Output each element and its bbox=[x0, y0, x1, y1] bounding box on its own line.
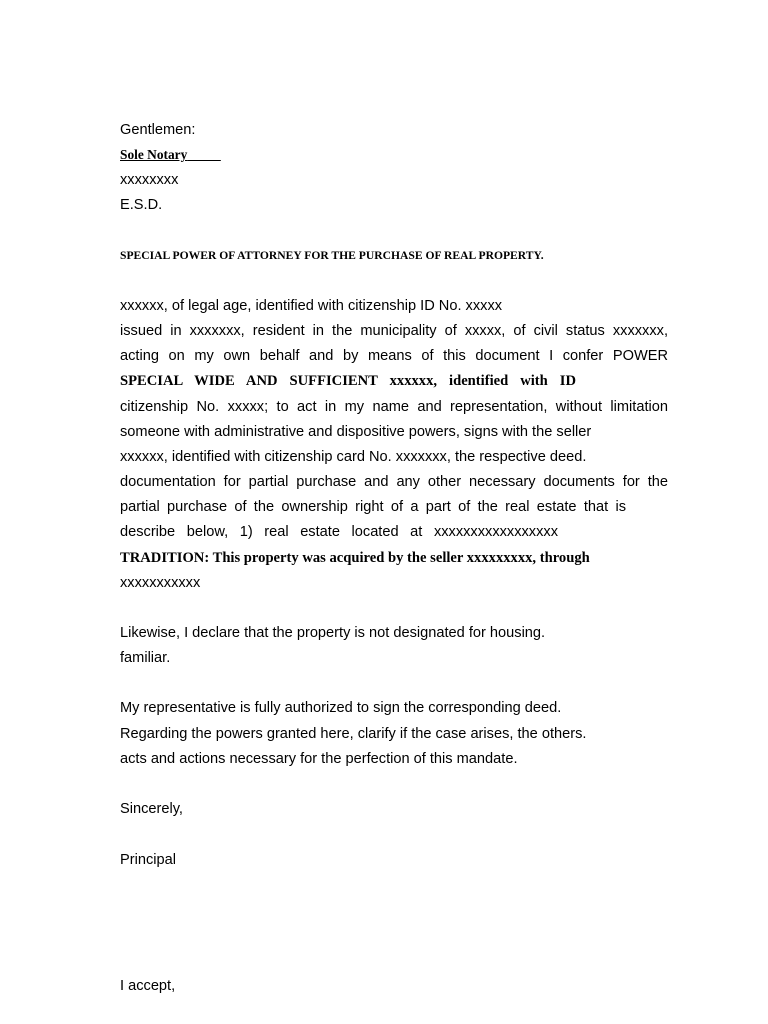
likewise-line: familiar. bbox=[120, 650, 171, 666]
addressee-name: xxxxxxxx bbox=[120, 172, 179, 188]
acceptance: I accept, bbox=[120, 978, 176, 994]
representative-line: acts and actions necessary for the perfection of this mandate. bbox=[120, 751, 518, 767]
body-line: issued in xxxxxxx, resident in the municipality of xxxxx, of civil status xxxxxxx, bbox=[120, 323, 668, 339]
salutation: Gentlemen: bbox=[120, 122, 196, 138]
esd-line: E.S.D. bbox=[120, 197, 163, 213]
body-line: describe below, 1) real estate located at xxxxxxxxxxxxxxxxx bbox=[120, 524, 558, 540]
addressee-text: Sole Notary bbox=[120, 147, 188, 162]
closing: Sincerely, bbox=[120, 801, 183, 817]
addressee-blank bbox=[187, 147, 220, 162]
addressee bbox=[120, 146, 221, 164]
body-line: citizenship No. xxxxx; to act in my name and representation, without limitation bbox=[120, 399, 668, 415]
signatory: Principal bbox=[120, 852, 176, 868]
body-line: documentation for partial purchase and any other necessary documents for the bbox=[120, 474, 668, 490]
representative-line: Regarding the powers granted here, clarify if the case arises, the others. bbox=[120, 726, 587, 742]
body-line: xxxxxx, identified with citizenship card No. xxxxxxx, the respective deed. bbox=[120, 449, 587, 465]
body-line: xxxxxx, of legal age, identified with citizenship ID No. xxxxx bbox=[120, 298, 503, 314]
representative-line: My representative is fully authorized to sign the corresponding deed. bbox=[120, 700, 562, 716]
body-line: acting on my own behalf and by means of this document I confer POWER bbox=[120, 348, 668, 364]
body-line-bold: SPECIAL WIDE AND SUFFICIENT xxxxxx, identified with ID bbox=[120, 373, 576, 389]
body-line: xxxxxxxxxxx bbox=[120, 575, 201, 591]
document-title: SPECIAL POWER OF ATTORNEY FOR THE PURCHASE OF REAL PROPERTY. bbox=[120, 249, 544, 262]
body-line-bold: TRADITION: This property was acquired by the seller xxxxxxxxx, through bbox=[120, 550, 590, 566]
body-line: partial purchase of the ownership right of a part of the real estate that is bbox=[120, 499, 626, 515]
likewise-line: Likewise, I declare that the property is not designated for housing. bbox=[120, 625, 546, 641]
body-line: someone with administrative and dispositive powers, signs with the seller bbox=[120, 424, 592, 440]
